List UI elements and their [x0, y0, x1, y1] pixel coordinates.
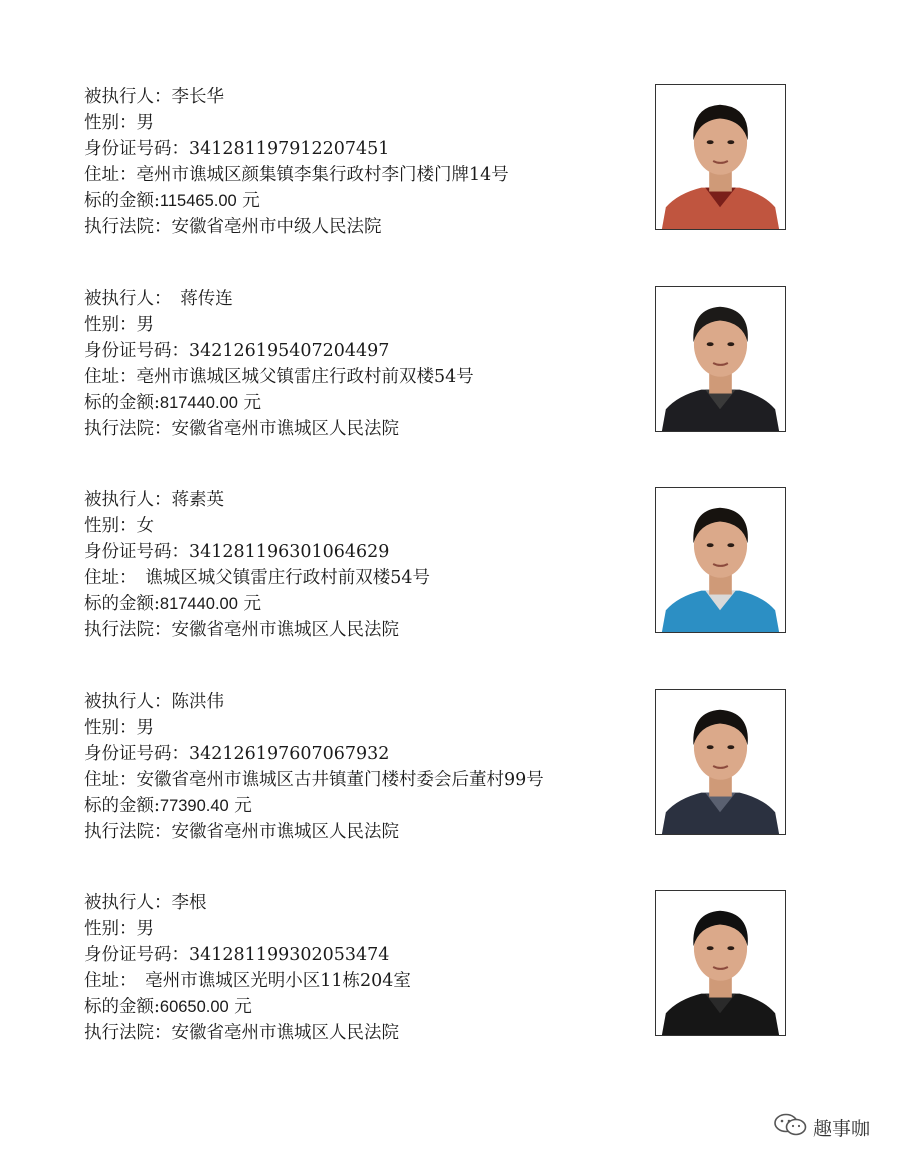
id-label: 身份证号码： — [84, 744, 189, 764]
name-row — [84, 286, 644, 312]
id-row — [84, 942, 644, 968]
id-label: 身份证号码： — [84, 139, 189, 159]
gender-label: 性别： — [84, 718, 137, 738]
name-label: 被执行人： — [84, 289, 163, 309]
record — [0, 890, 900, 1050]
id-number: 341281196301064629 — [189, 542, 390, 562]
name-value: 陈洪伟 — [171, 692, 224, 712]
amount-row — [84, 188, 644, 214]
record-info — [84, 487, 644, 643]
name-value: 蒋素英 — [171, 490, 224, 510]
court-value: 安徽省亳州市中级人民法院 — [171, 217, 382, 237]
court-row — [84, 1020, 644, 1046]
amount-row — [84, 994, 644, 1020]
gender-row — [84, 513, 644, 539]
portrait-photo — [655, 286, 786, 432]
gender-row — [84, 916, 644, 942]
id-row — [84, 136, 644, 162]
address-value: 谯城区城父镇雷庄行政村前双楼54号 — [127, 568, 431, 588]
record — [0, 689, 900, 849]
amount-row — [84, 390, 644, 416]
court-label: 执行法院： — [84, 822, 172, 842]
name-row — [84, 84, 644, 110]
gender-row — [84, 110, 644, 136]
gender-value: 女 — [136, 516, 154, 536]
name-label: 被执行人： — [84, 692, 172, 712]
name-value: 李根 — [171, 893, 207, 913]
id-number: 342126197607067932 — [189, 744, 390, 764]
portrait-photo — [655, 487, 786, 633]
gender-label: 性别： — [84, 113, 137, 133]
amount-unit: 元 — [237, 393, 261, 413]
id-label: 身份证号码： — [84, 945, 189, 965]
name-row — [84, 487, 644, 513]
court-value: 安徽省亳州市谯城区人民法院 — [171, 1023, 399, 1043]
address-label: 住址： — [84, 770, 137, 790]
gender-value: 男 — [136, 315, 154, 335]
gender-row — [84, 715, 644, 741]
amount-value: 817440.00 — [159, 595, 238, 613]
gender-label: 性别： — [84, 919, 137, 939]
address-label: 住址： — [84, 367, 137, 387]
court-row — [84, 617, 644, 643]
amount-value: 60650.00 — [159, 998, 229, 1016]
id-label: 身份证号码： — [84, 341, 189, 361]
amount-label: 标的金额: — [84, 191, 160, 211]
id-number: 341281199302053474 — [189, 945, 390, 965]
court-row — [84, 819, 644, 845]
amount-value: 817440.00 — [159, 394, 238, 412]
wechat-icon — [771, 1112, 811, 1143]
amount-unit: 元 — [228, 997, 252, 1017]
portrait-photo — [655, 84, 786, 230]
record-info — [84, 84, 644, 240]
gender-label: 性别： — [84, 315, 137, 335]
portrait-photo — [655, 890, 786, 1036]
record-info — [84, 890, 644, 1046]
name-row — [84, 890, 644, 916]
court-value: 安徽省亳州市谯城区人民法院 — [171, 419, 399, 439]
court-label: 执行法院： — [84, 1023, 172, 1043]
record — [0, 84, 900, 244]
address-value: 亳州市谯城区光明小区11栋204室 — [127, 971, 411, 991]
court-row — [84, 214, 644, 240]
amount-unit: 元 — [237, 594, 261, 614]
name-label: 被执行人： — [84, 893, 172, 913]
address-label: 住址： — [84, 165, 137, 185]
court-row — [84, 416, 644, 442]
id-row — [84, 539, 644, 565]
amount-value: 115465.00 — [159, 192, 237, 210]
watermark — [771, 1112, 870, 1142]
portrait-photo — [655, 689, 786, 835]
record-info — [84, 689, 644, 845]
gender-row — [84, 312, 644, 338]
address-row — [84, 565, 644, 591]
record — [0, 286, 900, 446]
amount-label: 标的金额: — [84, 594, 160, 614]
id-label: 身份证号码： — [84, 542, 189, 562]
name-value: 李长华 — [171, 87, 224, 107]
address-value: 亳州市谯城区颜集镇李集行政村李门楼门牌14号 — [136, 165, 509, 185]
record-info — [84, 286, 644, 442]
amount-value: 77390.40 — [159, 797, 229, 815]
id-number: 342126195407204497 — [189, 341, 390, 361]
court-label: 执行法院： — [84, 419, 172, 439]
name-value: 蒋传连 — [162, 289, 233, 309]
gender-value: 男 — [136, 113, 154, 133]
name-label: 被执行人： — [84, 490, 172, 510]
gender-label: 性别： — [84, 516, 137, 536]
name-row — [84, 689, 644, 715]
gender-value: 男 — [136, 919, 154, 939]
amount-label: 标的金额: — [84, 393, 160, 413]
address-row — [84, 162, 644, 188]
court-label: 执行法院： — [84, 620, 172, 640]
record — [0, 487, 900, 647]
address-row — [84, 364, 644, 390]
watermark-text: 趣事咖 — [812, 1117, 870, 1140]
address-row — [84, 767, 644, 793]
name-label: 被执行人： — [84, 87, 172, 107]
id-row — [84, 338, 644, 364]
address-label: 住址： — [84, 971, 128, 991]
amount-label: 标的金额: — [84, 997, 160, 1017]
court-value: 安徽省亳州市谯城区人民法院 — [171, 620, 399, 640]
gender-value: 男 — [136, 718, 154, 738]
address-value: 安徽省亳州市谯城区古井镇董门楼村委会后董村99号 — [136, 770, 544, 790]
amount-row — [84, 591, 644, 617]
court-label: 执行法院： — [84, 217, 172, 237]
amount-label: 标的金额: — [84, 796, 160, 816]
address-label: 住址： — [84, 568, 128, 588]
amount-row — [84, 793, 644, 819]
court-value: 安徽省亳州市谯城区人民法院 — [171, 822, 399, 842]
amount-unit: 元 — [228, 796, 252, 816]
id-row — [84, 741, 644, 767]
address-value: 亳州市谯城区城父镇雷庄行政村前双楼54号 — [136, 367, 474, 387]
amount-unit: 元 — [236, 191, 260, 211]
id-number: 341281197912207451 — [189, 139, 390, 159]
address-row — [84, 968, 644, 994]
